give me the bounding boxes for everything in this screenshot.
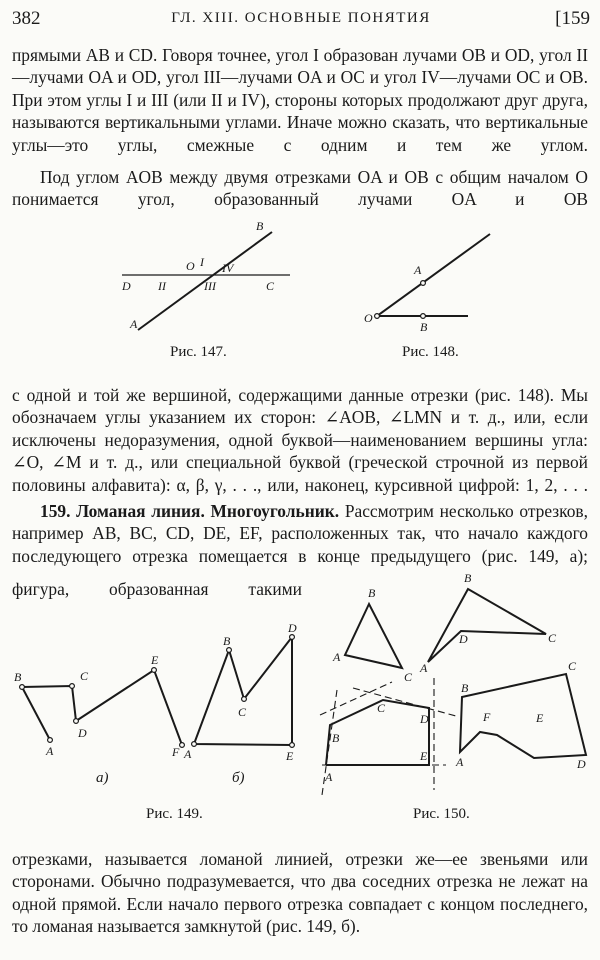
fig148-label-2: B [420,320,428,334]
fig150-hex-label-3: E [536,711,544,725]
fig150-cut-label-3: E [420,749,428,763]
fig147-label-4: D [122,279,131,293]
fig147-label-1: O [186,259,195,273]
fig148-label-1: O [364,311,373,325]
fig150-cut-label-1: D [420,712,429,726]
fig150-quad-label-0: B [464,571,472,585]
fig147-label-5: II [158,279,166,293]
paragraph-angle-definition: Под углом AOB между двумя отрезками OA и OB с общим началом O понимается угол, образованный лучами OA и OB [12,167,588,210]
figure-150-drawing [320,571,586,795]
fig149-sub-a: a) [96,770,109,786]
fig150-cut-label-4: A [325,770,333,784]
fig150-tri-label-0: B [368,586,376,600]
fig150-quad-label-1: D [459,632,468,646]
paragraph-polyline: 159. Ломаная линия. Многоугольник. Рассмотрим несколько отрезков, например AB, BC, CD, DE, EF, расположенных так, что начало каждого последующего отрезка помещается в конце предыдущего (рис. 149, a); [12,501,588,566]
fig149-sub-b: б) [232,770,245,786]
fig149a-label-4: A [46,744,54,758]
fig147-label-8: A [130,317,138,331]
fig147-label-2: I [200,255,204,269]
fig150-tri-label-1: A [333,650,341,664]
fig150-tri-label-2: C [404,670,413,684]
fig147-label-7: C [266,279,275,293]
fig147-label-0: B [256,219,264,233]
fig147-caption: Рис. 147. [170,344,227,360]
fig149a-label-3: D [78,726,87,740]
fig150-hex-label-1: C [568,659,577,673]
fig149a-label-0: B [14,670,22,684]
paragraph-angle-notation: с одной и той же вершиной, содержащими данные отрезки (рис. 148). Мы обозначаем углы указанием их сторон: ∠AOB, ∠LMN и т. д., или, если исключены недоразумения, одной буквой—наименованием вершины угла: ∠O, ∠M и т. д., или специальной буквой (греческой строчной из первой половины алфавита): α, β, γ, . . ., или, наконец, курсивной цифрой: 1, 2, . . . [12,385,588,495]
fig149b-label-2: C [238,705,247,719]
fig150-hex-label-2: F [483,710,491,724]
fig147-label-6: III [204,279,216,293]
fig149a-label-5: F [172,745,180,759]
fig149b-label-3: A [184,747,192,761]
page-number: 382 [12,8,41,29]
fig149b-label-0: B [223,634,231,648]
fig149a-label-2: E [151,653,159,667]
fig150-caption: Рис. 150. [413,806,470,822]
fig150-quad-label-3: C [548,631,557,645]
fig148-label-0: A [414,263,422,277]
section-159-title: 159. Ломаная линия. Многоугольник. [40,501,340,521]
fig150-cut-label-0: C [377,701,386,715]
fig149b-label-1: D [288,621,297,635]
section-number: [159 [555,8,590,29]
paragraph-polyline-tail: фигура, образованная такими [12,579,302,599]
paragraph-vertical-angles: прямыми AB и CD. Говоря точнее, угол I образован лучами OB и OD, угол II—лучами OA и OD, угол III—лучами OA и OC и угол IV—лучами OC и OB. При этом углы I и III (или II и IV), стороны которых продолжают друг друга, называются вертикальными углами. Иначе можно сказать, что вертикальные углы—это углы, смежные с одним и тем же углом. [12,45,588,155]
fig149b-label-4: E [286,749,294,763]
figure-149a-drawing [14,653,184,759]
figure-149b-drawing [183,621,297,763]
fig150-hex-label-4: D [577,757,586,771]
chapter-title: ГЛ. XIII. ОСНОВНЫЕ ПОНЯТИЯ [171,10,431,26]
fig150-cut-label-2: B [332,731,340,745]
fig149a-label-1: C [80,669,89,683]
fig150-quad-label-2: A [420,661,428,675]
fig150-hex-label-5: A [456,755,464,769]
fig147-label-3: IV [222,261,234,275]
fig150-hex-label-0: B [461,681,469,695]
fig149-caption: Рис. 149. [146,806,203,822]
paragraph-polyline-definition: отрезками, называется ломаной линией, отрезки же—ее звеньями или сторонами. Обычно подразумевается, что два соседних отрезка не лежат на одной прямой. Если начало первого отрезка совпадает с концом последнего, то ломаная называется замкнутой (рис. 149, б). [12,849,588,937]
fig148-caption: Рис. 148. [402,344,459,360]
